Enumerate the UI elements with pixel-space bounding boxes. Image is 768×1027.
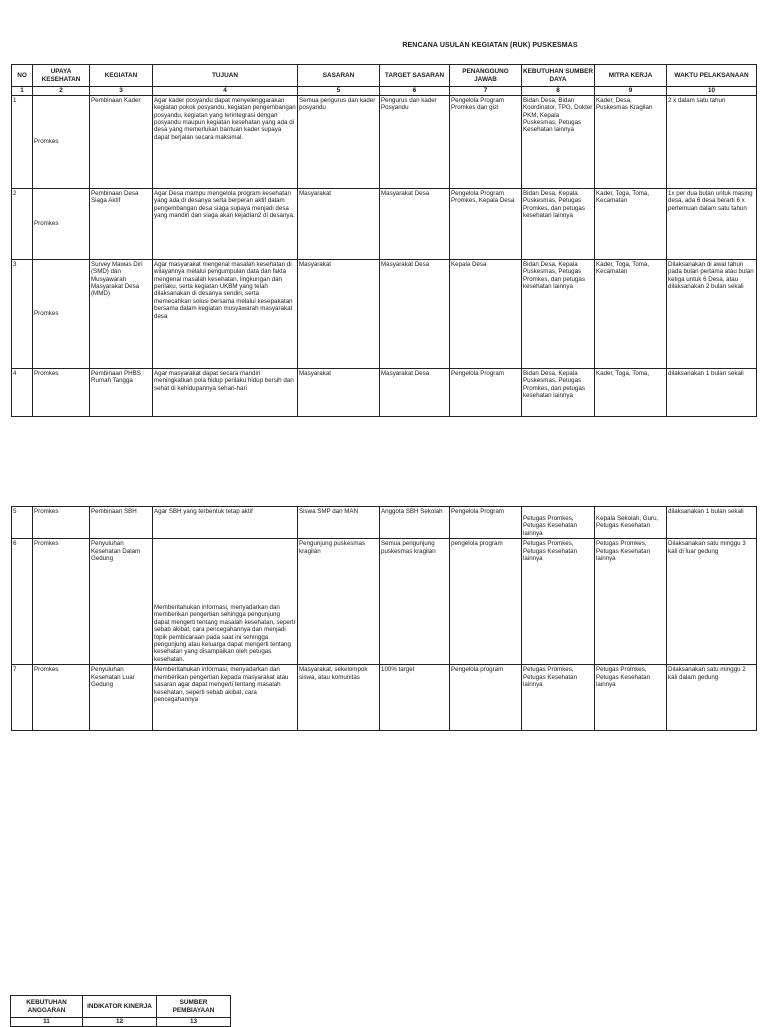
- col-number: 12: [83, 1018, 157, 1027]
- cell-mitra: Kader, Desa, Puskesmas Kragilan: [595, 95, 667, 188]
- cell-tujuan: Agar Desa mampu mengelola program kesehatan yang ada di desanya serta berperan aktif dalam pengembangan desa siaga supaya menjadi desa yang mandiri dan siaga akan kejadian2 di desanya.: [153, 188, 298, 259]
- cell-kegiatan: Survey Mawas Diri (SMD) dan Musyawarah Masyarakat Desa (MMD): [90, 259, 153, 368]
- cell-pj: Pengelola Program: [450, 507, 522, 539]
- cell-sd: Bidan Desa, Kepala Puskesmas, Petugas Promkes, dan petugas kesehatan lainnya: [522, 188, 595, 259]
- table-row: [12, 539, 757, 665]
- cell-pj: Pengelola Program Promkes, Kepala Desa: [450, 188, 522, 259]
- header-waktu: WAKTU PELAKSANAAN: [667, 65, 757, 87]
- col-number: 4: [153, 87, 298, 96]
- cell-waktu: dilaksanakan 1 bulan sekali: [667, 507, 757, 539]
- cell-target: Anggota SBH Sekolah: [380, 507, 450, 539]
- header-upaya: UPAYA KESEHATAN: [33, 65, 90, 87]
- cell-mitra: Kepala Sekolah, Guru, Petugas Kesehatan: [595, 507, 667, 539]
- header-sumber: SUMBER PEMBIAYAAN: [157, 996, 231, 1018]
- cell-tujuan: Agar kader posyandu dapat menyelenggarakan kegiatan pokok posyandu, kegiatan pengembangan posyandu, kegiatan yang terintegrasi dengan posyandu maupun kegiatan kesehatan yang ada di desa yang memerlukan bantuan kader supaya dapat berjalan secara maksimal.: [153, 95, 298, 188]
- cell-sd: Petugas Promkes, Petugas Kesehatan lainnya: [522, 665, 595, 731]
- cell-pj: Pengelola Program Promkes dan gizi: [450, 95, 522, 188]
- cell-sd: Bidan Desa, Kepala Puskesmas, Petugas Promkes, dan petugas kesehatan lainnya: [522, 259, 595, 368]
- header-sd: KEBUTUHAN SUMBER DAYA: [522, 65, 595, 87]
- col-number: 1: [12, 87, 33, 96]
- col-number: 9: [595, 87, 667, 96]
- col-number: 11: [11, 1018, 83, 1027]
- cell-pj: Pengelola Program: [450, 368, 522, 416]
- cell-kegiatan: Pembinaan Kader: [90, 95, 153, 188]
- cell-sasaran: Masyarakat: [298, 368, 380, 416]
- cell-kegiatan: Pembinaan Desa Siaga Aktif: [90, 188, 153, 259]
- col-number: 10: [667, 87, 757, 96]
- cell-waktu: Dilaksanakan satu minggu 3 kali di luar gedung: [667, 539, 757, 665]
- cell-tujuan: Agar masyarakat dapat secara mandiri meningkatkan pola hidup perilaku hidup bersih dan sehat di kehidupannya sehari-hari: [153, 368, 298, 416]
- col-number: 6: [380, 87, 450, 96]
- cell-mitra: Petugas Promkes, Petugas Kesehatan lainnya: [595, 665, 667, 731]
- header-anggaran: KEBUTUHAN ANGGARAN: [11, 996, 83, 1018]
- cell-no: 7: [12, 665, 33, 731]
- header-no: NO: [12, 65, 33, 87]
- cell-no: 2: [12, 188, 33, 259]
- ruk-table-part-3: [10, 995, 231, 1027]
- cell-target: Semua pengunjung puskesmas kragilan: [380, 539, 450, 665]
- table-row: [12, 368, 757, 416]
- cell-pj: pengelola program: [450, 539, 522, 665]
- cell-sd: Petugas Promkes, Petugas Kesehatan lainnya: [522, 507, 595, 539]
- cell-waktu: 1x per dua bulan untuk masing desa, ada 6 desa berarti 6 x pertemuan dalam satu tahun: [667, 188, 757, 259]
- cell-kegiatan: Penyuluhan Kesehatan Dalam Gedung: [90, 539, 153, 665]
- header-pj: PENANGGUNG JAWAB: [450, 65, 522, 87]
- cell-target: 100% target: [380, 665, 450, 731]
- col-number: 2: [33, 87, 90, 96]
- cell-sasaran: Semua pengurus dan kader posyandu: [298, 95, 380, 188]
- table-row: [12, 259, 757, 368]
- cell-upaya: Promkes: [33, 259, 90, 368]
- cell-sasaran: Pengunjung puskesmas kragilan: [298, 539, 380, 665]
- cell-upaya: Promkes: [33, 507, 90, 539]
- cell-no: 1: [12, 95, 33, 188]
- document-title: RENCANA USULAN KEGIATAN (RUK) PUSKESMAS: [402, 42, 578, 49]
- cell-kegiatan: Penyuluhan Kesehatan Luar Gedung: [90, 665, 153, 731]
- cell-upaya: Promkes: [33, 368, 90, 416]
- cell-upaya: Promkes: [33, 95, 90, 188]
- cell-mitra: Petugas Promkes, Petugas Kesehatan lainnya: [595, 539, 667, 665]
- cell-no: 6: [12, 539, 33, 665]
- ruk-table-part-2: [11, 506, 757, 731]
- cell-tujuan: Memberitahukan informasi, menyadarkan dan memberikan pengertian sehingga pengunjung dapat mengerti tentang masalah kesehatan, seperti sebab akibat, cara pencegahannya dan menjadi topik pembicaraan pada saat ini sehingga pengunjung atau keluarga dapat mengerti tentang kesehatan yang disampaikan oleh petugas kesehatan.: [153, 539, 298, 665]
- cell-no: 5: [12, 507, 33, 539]
- cell-mitra: Kader, Toga, Toma, Kecamatan: [595, 188, 667, 259]
- header-tujuan: TUJUAN: [153, 65, 298, 87]
- ruk-table-part-1: [11, 64, 757, 417]
- col-number: 13: [157, 1018, 231, 1027]
- cell-mitra: Kader, Toga, Toma, Kecamatan: [595, 259, 667, 368]
- cell-tujuan: Agar SBH yang terbentuk tetap aktif: [153, 507, 298, 539]
- cell-tujuan: Agar masyarakat mengenal masalah kesehatan di wilayahnya melalui pengumpulan data dan fakta mengenai masalah kesehatan, lingkungan dan perilaku, serta kegiatan UKBM yang telah dilaksanakan di desanya sendiri, serta memecahkan solusi bersama melalui kesepakatan bersama dalam kegiatan musyawarah masyarakat desa: [153, 259, 298, 368]
- cell-sd: Bidan Desa, Bidan Koordinator, TPG, Dokter PKM, Kepala Puskesmas, Petugas Kesehatan lainnya: [522, 95, 595, 188]
- cell-kegiatan: Pembinaan SBH: [90, 507, 153, 539]
- cell-sasaran: Siswa SMP dan MAN: [298, 507, 380, 539]
- cell-target: Masyarakat Desa: [380, 368, 450, 416]
- col-number: 3: [90, 87, 153, 96]
- cell-no: 3: [12, 259, 33, 368]
- cell-target: Masyarakat Desa: [380, 259, 450, 368]
- header-mitra: MITRA KERJA: [595, 65, 667, 87]
- cell-no: 4: [12, 368, 33, 416]
- cell-tujuan: Memberitahukan informasi, menyadarkan dan memberikan pengertian kepada masyarakat atau sasaran agar dapat mengerti tentang masalah kesehatan, seperti sebab akibat, cara pencegahannya: [153, 665, 298, 731]
- header-kegiatan: KEGIATAN: [90, 65, 153, 87]
- cell-mitra: Kader, Toga, Toma,: [595, 368, 667, 416]
- cell-waktu: Dilaksanakan di awal tahun pada bulan pertama atau bulan ketiga untuk 6 Desa, atau dilaksanakan 2 bulan sekali: [667, 259, 757, 368]
- cell-sasaran: Masyarakat, sekelompok siswa, atau komunitas: [298, 665, 380, 731]
- cell-upaya: Promkes: [33, 539, 90, 665]
- table-row: [12, 95, 757, 188]
- cell-target: Pengurus dan kader Posyandu: [380, 95, 450, 188]
- cell-pj: Pengelola program: [450, 665, 522, 731]
- col-number: 8: [522, 87, 595, 96]
- col-number: 5: [298, 87, 380, 96]
- cell-sasaran: Masyarakat: [298, 188, 380, 259]
- cell-target: Masyarakat Desa: [380, 188, 450, 259]
- header-sasaran: SASARAN: [298, 65, 380, 87]
- cell-waktu: dilaksanakan 1 bulan sekali: [667, 368, 757, 416]
- table-row: [12, 665, 757, 731]
- cell-waktu: 2 x dalam satu tahun: [667, 95, 757, 188]
- cell-sasaran: Masyarakat: [298, 259, 380, 368]
- cell-sd: Bidan Desa, Kepala Puskesmas, Petugas Promkes, dan petugas kesehatan lainnya: [522, 368, 595, 416]
- header-target: TARGET SASARAN: [380, 65, 450, 87]
- table-row: [12, 188, 757, 259]
- cell-upaya: Promkes: [33, 665, 90, 731]
- col-number: 7: [450, 87, 522, 96]
- cell-upaya: Promkes: [33, 188, 90, 259]
- table-row: [12, 507, 757, 539]
- cell-pj: Kepala Desa: [450, 259, 522, 368]
- header-indikator: INDIKATOR KINERJA: [83, 996, 157, 1018]
- cell-waktu: Dilaksanakan satu minggu 2 kali dalam gedung: [667, 665, 757, 731]
- cell-sd: Petugas Promkes, Petugas Kesehatan lainnya: [522, 539, 595, 665]
- cell-kegiatan: Pembinaan PHBS Rumah Tangga: [90, 368, 153, 416]
